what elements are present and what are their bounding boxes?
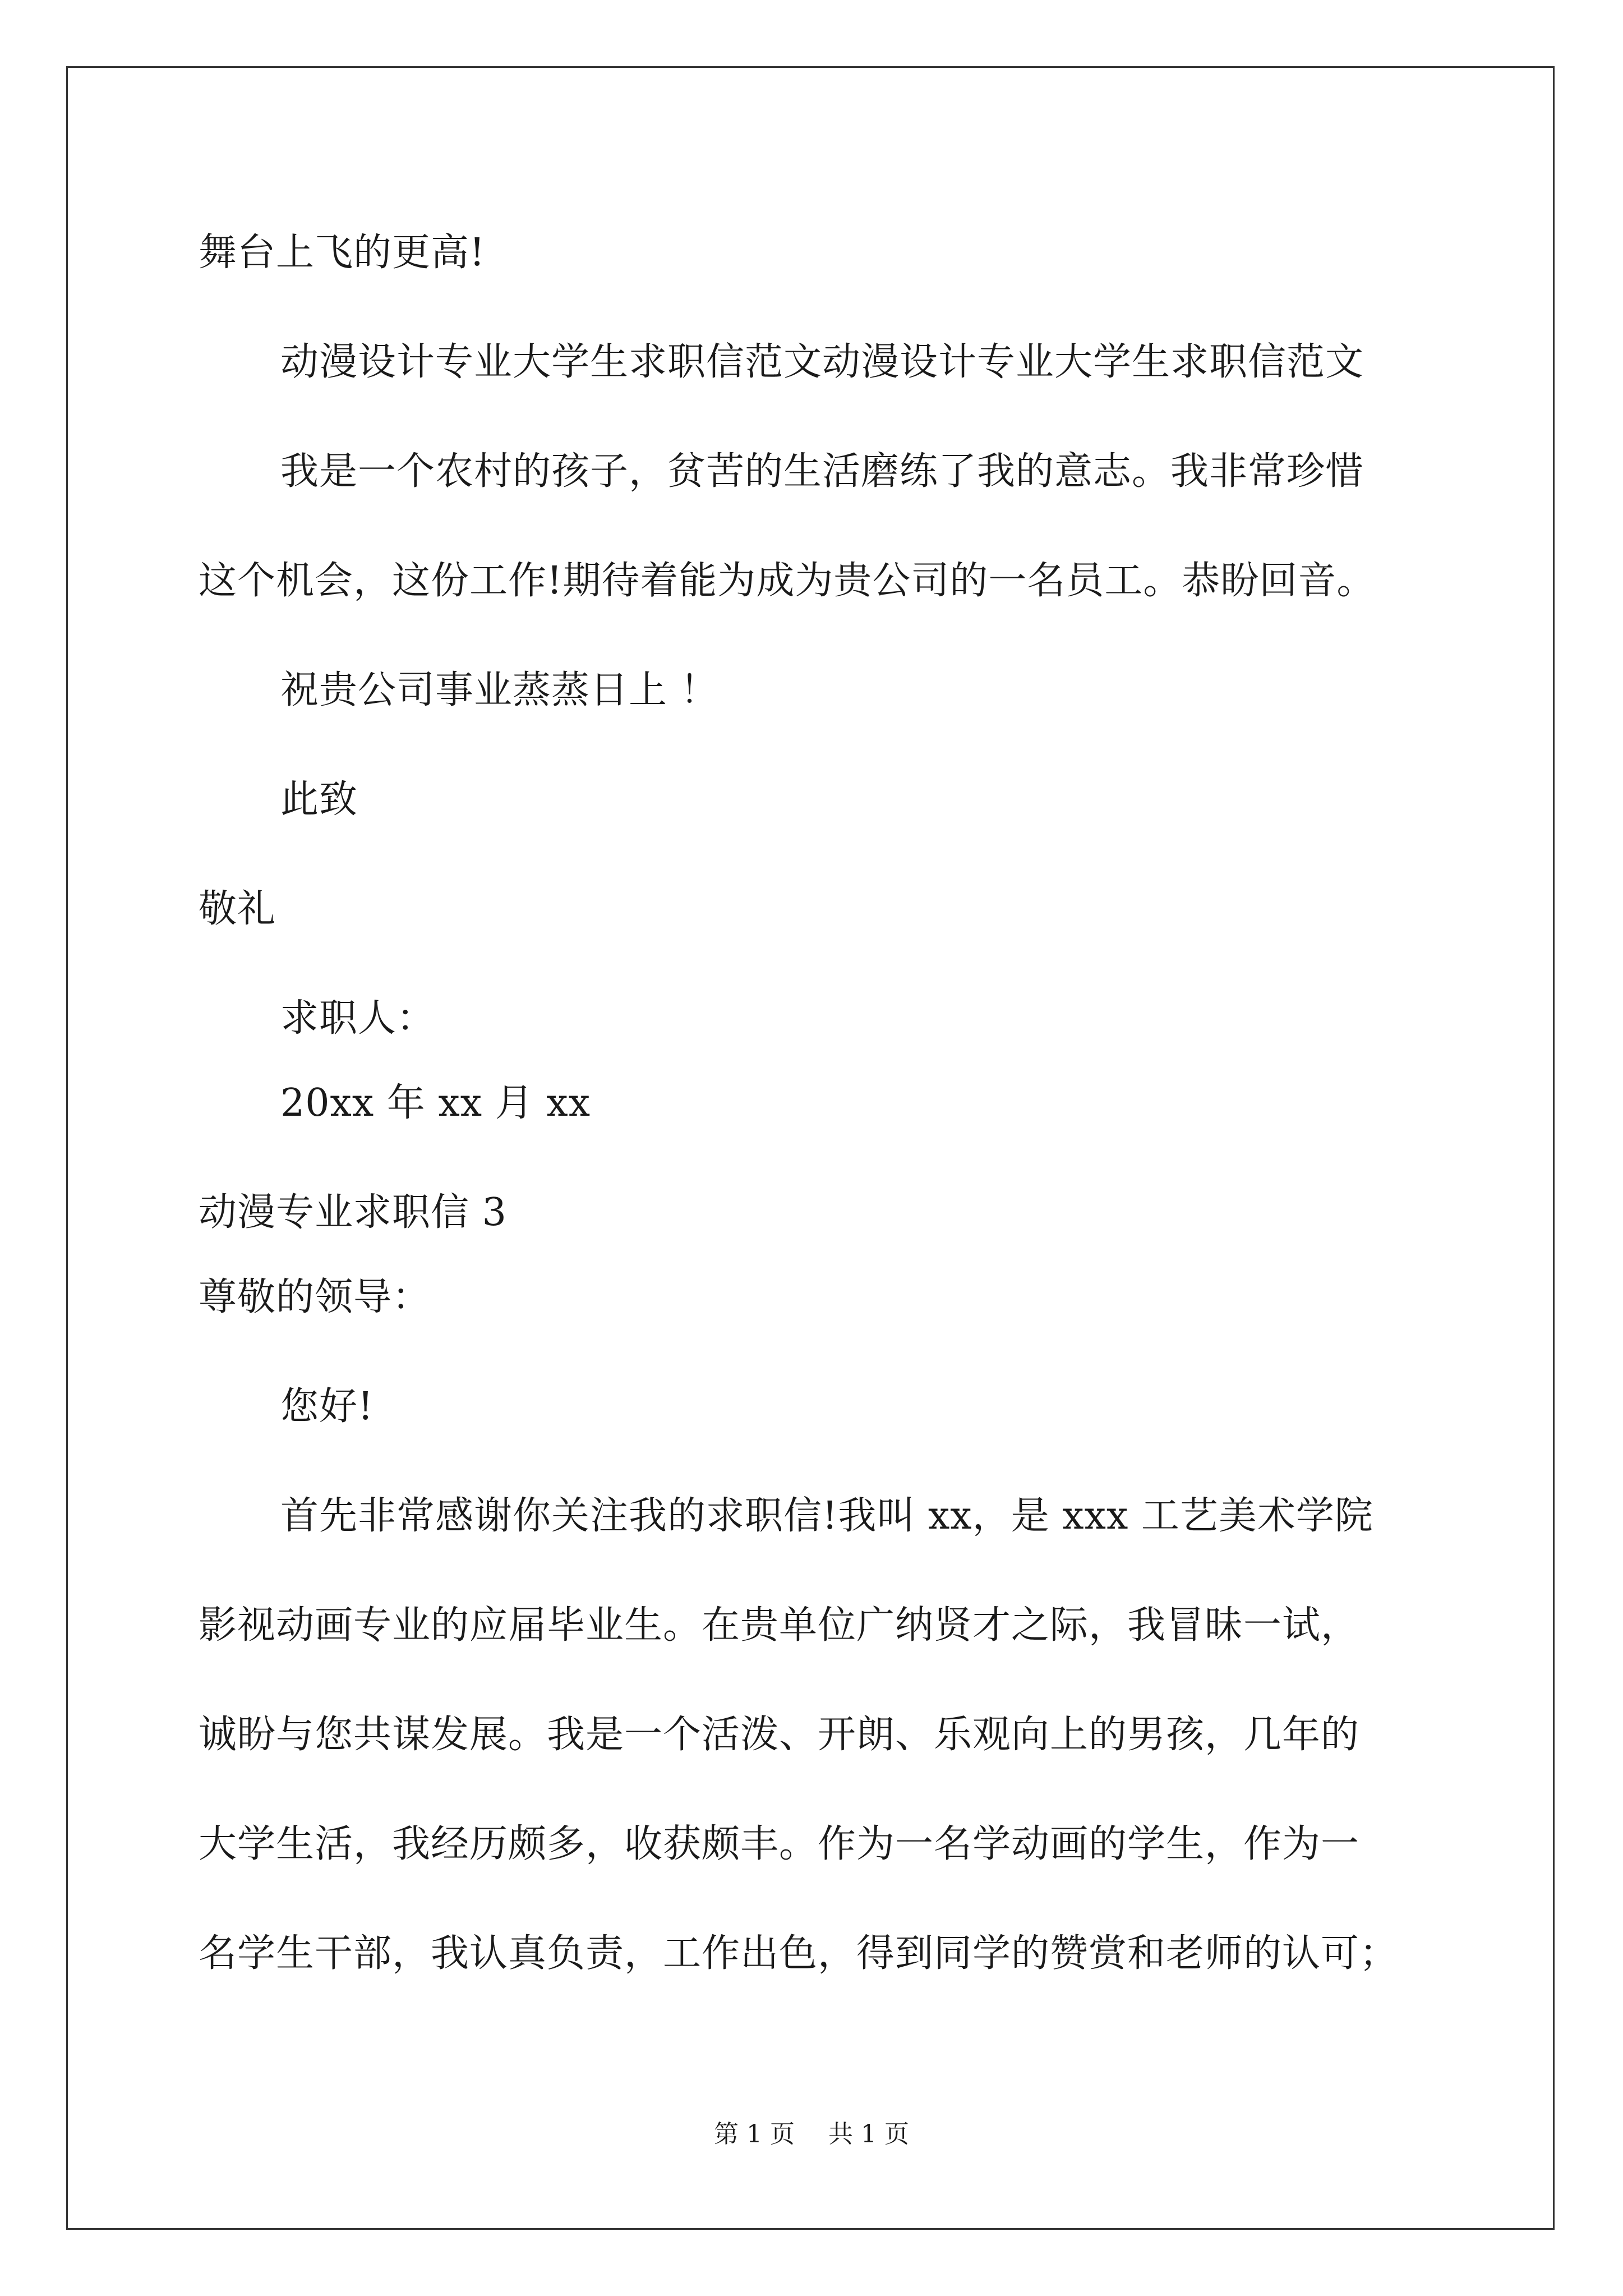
text-line: 大学生活，我经历颇多，收获颇丰。作为一名学动画的学生，作为一 bbox=[199, 1822, 1360, 1866]
text-line: 祝贵公司事业蒸蒸日上 ！ bbox=[280, 668, 719, 712]
page-footer bbox=[0, 2118, 1623, 2151]
page-border bbox=[66, 66, 1555, 2230]
salutation: 尊敬的领导： bbox=[199, 1275, 431, 1319]
page-total: 共 1 页 bbox=[828, 2120, 909, 2148]
text-line: 诚盼与您共谋发展。我是一个活泼、开朗、乐观向上的男孩，几年的 bbox=[199, 1713, 1360, 1757]
text-line: 敬礼 bbox=[199, 887, 276, 931]
greeting: 您好! bbox=[280, 1384, 374, 1429]
text-line: 这个机会，这份工作!期待着能为成为贵公司的一名员工。恭盼回音。 bbox=[199, 559, 1376, 603]
text-line: 影视动画专业的应届毕业生。在贵单位广纳贤才之际，我冒昧一试， bbox=[199, 1603, 1360, 1648]
page-number: 第 1 页 bbox=[714, 2120, 795, 2148]
section-title: 动漫专业求职信 3 bbox=[199, 1190, 507, 1235]
text-line: 首先非常感谢你关注我的求职信!我叫 xx，是 xxx 工艺美术学院 bbox=[280, 1494, 1373, 1538]
text-line: 求职人： bbox=[280, 996, 436, 1041]
text-line: 此致 bbox=[280, 777, 358, 822]
text-line: 名学生干部，我认真负责，工作出色，得到同学的赞赏和老师的认可； bbox=[199, 1931, 1399, 1976]
text-line: 舞台上飞的更高! bbox=[199, 231, 486, 275]
text-line: 20xx 年 xx 月 xx bbox=[280, 1081, 591, 1125]
text-line: 我是一个农村的孩子，贫苦的生活磨练了我的意志。我非常珍惜 bbox=[280, 449, 1364, 494]
text-line: 动漫设计专业大学生求职信范文动漫设计专业大学生求职信范文 bbox=[280, 340, 1364, 384]
